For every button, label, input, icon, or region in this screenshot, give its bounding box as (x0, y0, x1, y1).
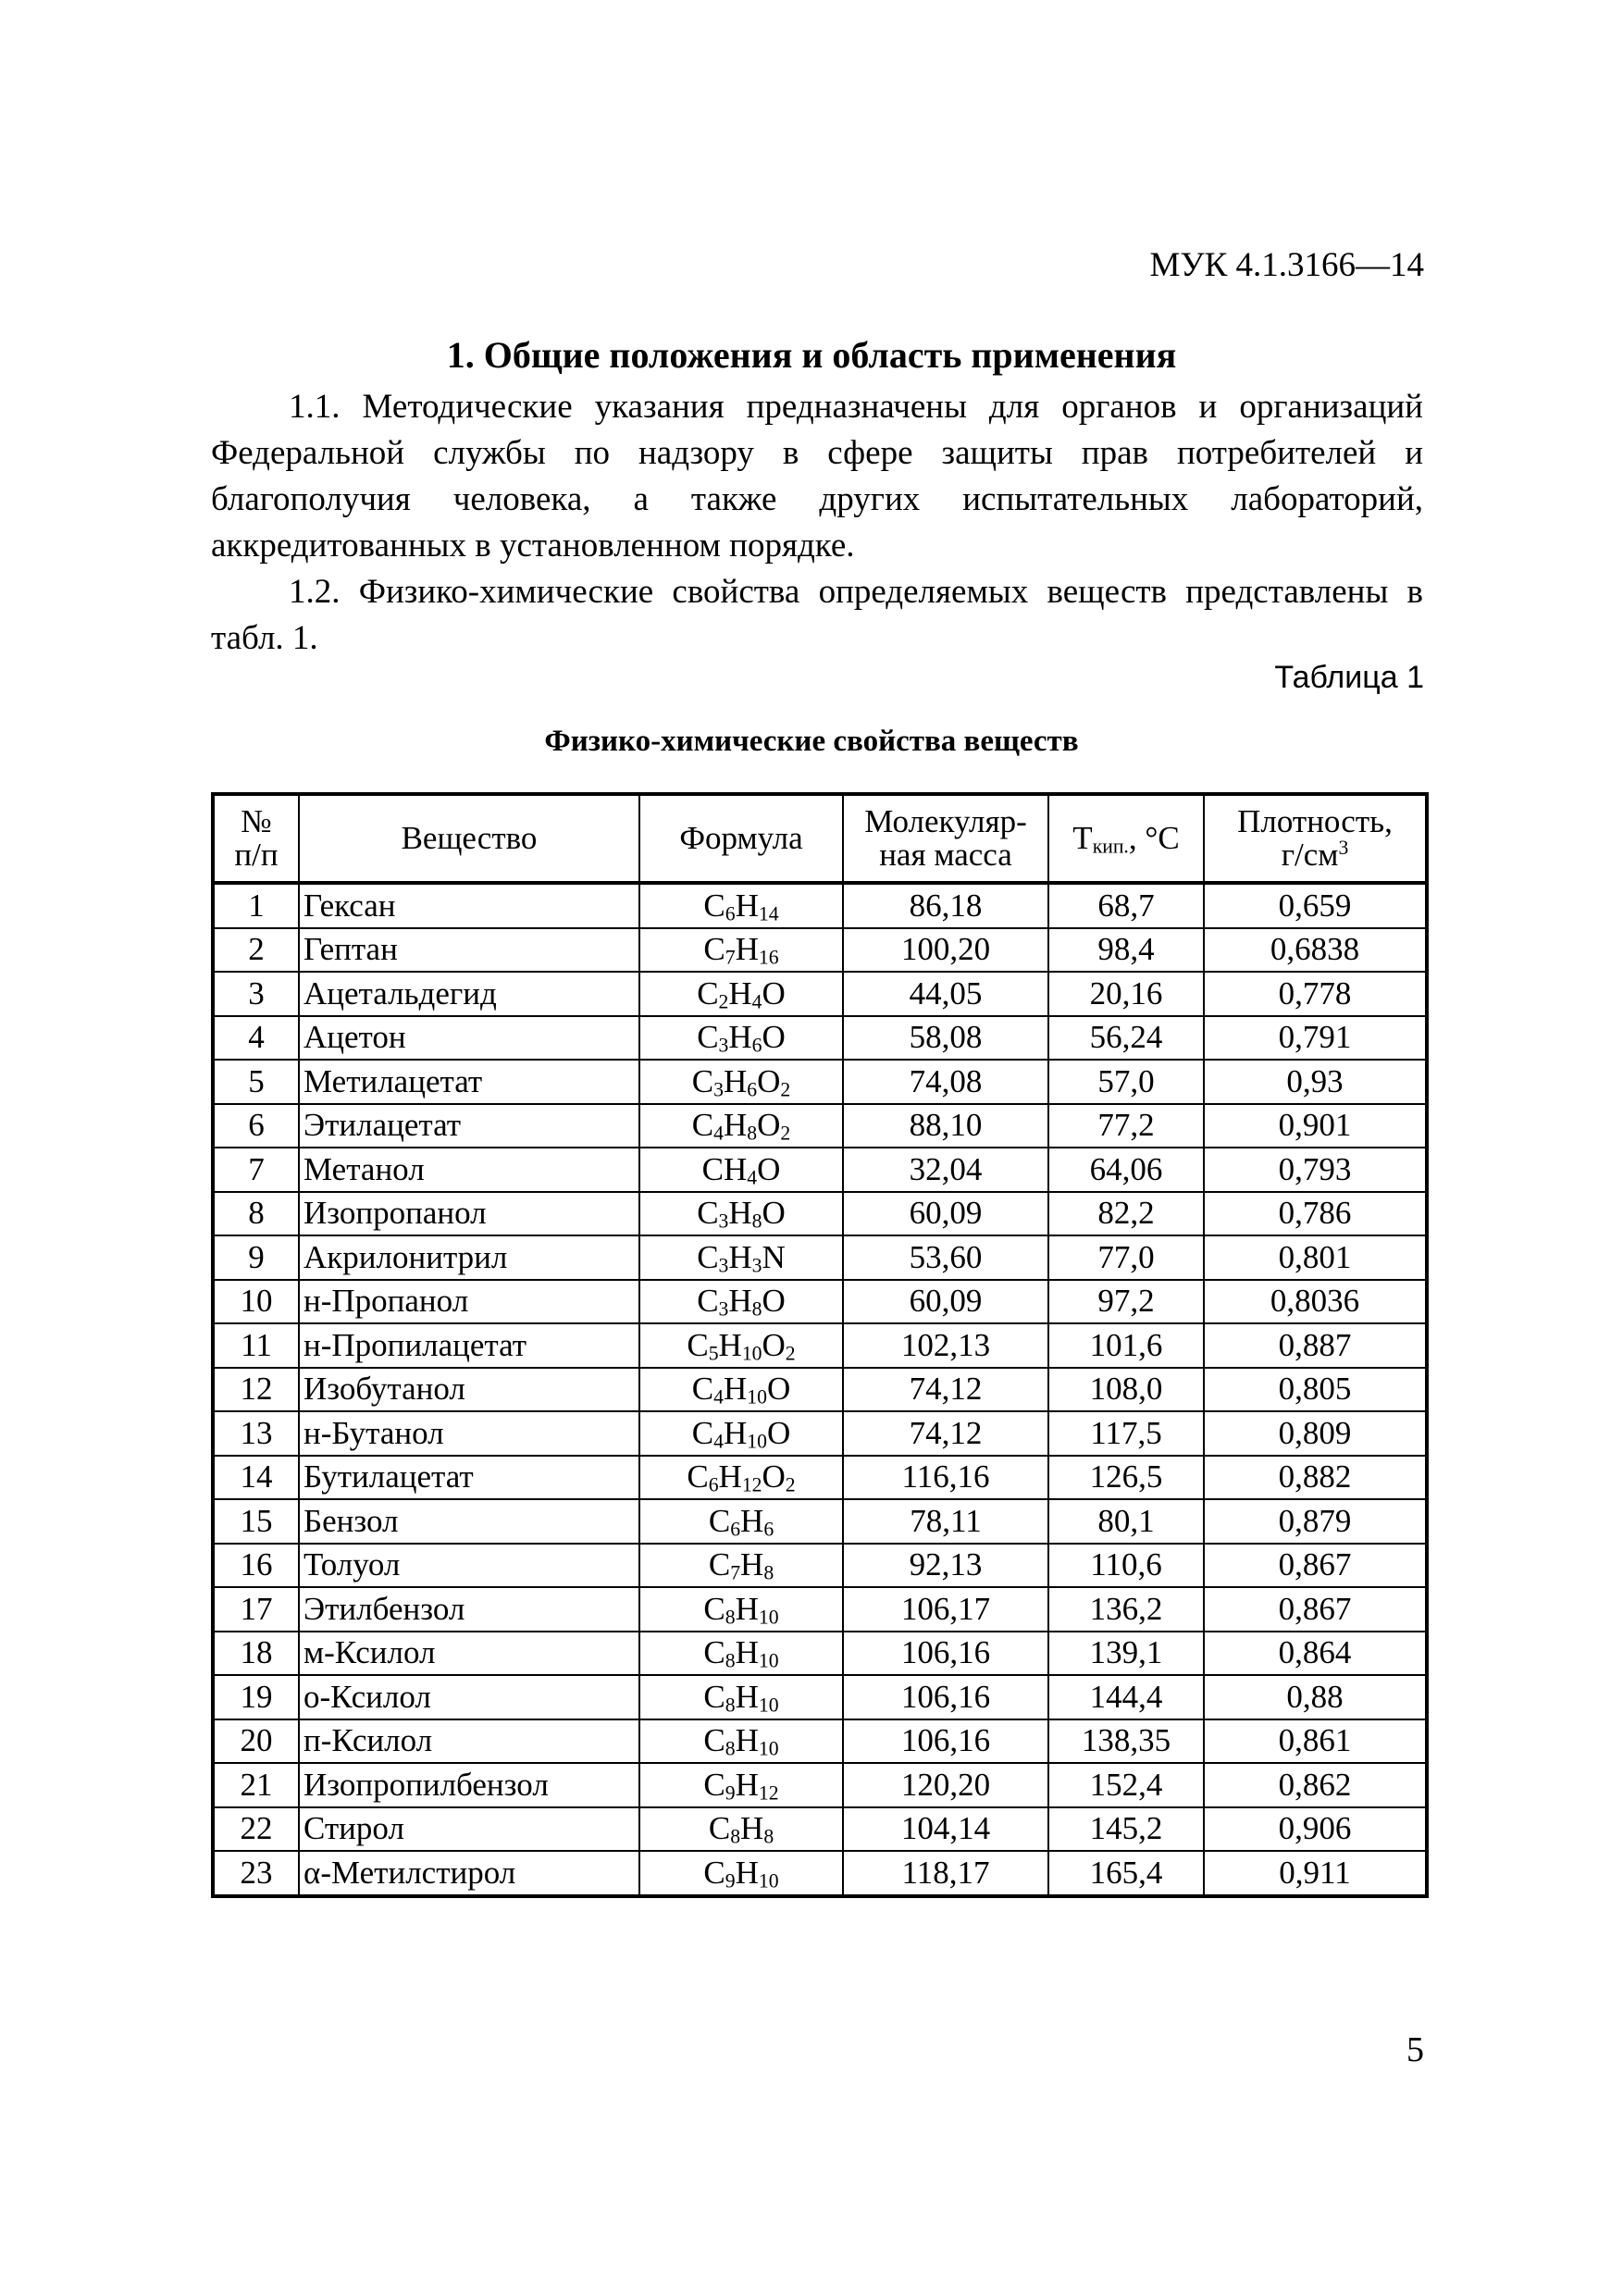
formula-subscript: 8 (751, 1297, 762, 1321)
cell-molecular-mass: 74,12 (843, 1368, 1048, 1412)
formula-element: H (723, 1107, 748, 1144)
cell-density: 0,882 (1204, 1456, 1427, 1500)
cell-number: 4 (213, 1016, 299, 1061)
formula-element: O (762, 1195, 786, 1232)
formula-subscript: 4 (713, 1122, 724, 1145)
formula-subscript: 4 (713, 1385, 724, 1409)
cell-substance: Гексан (299, 883, 639, 928)
table-body (213, 883, 1427, 1896)
formula-subscript: 8 (725, 1737, 736, 1760)
cell-boiling-point: 108,0 (1048, 1368, 1204, 1412)
cell-substance: Акрилонитрил (299, 1235, 639, 1280)
cell-density: 0,862 (1204, 1763, 1427, 1807)
formula-element: O (762, 1019, 786, 1056)
cell-formula (639, 1587, 843, 1632)
table-header-row (213, 794, 1427, 883)
formula-subscript: 3 (718, 1254, 729, 1277)
cell-formula (639, 1675, 843, 1719)
cell-formula (639, 972, 843, 1016)
cell-molecular-mass: 118,17 (843, 1851, 1048, 1896)
header-molecular-mass (843, 794, 1048, 883)
formula-element: C (687, 1326, 709, 1363)
section-title: 1. Общие положения и область применения (446, 334, 1177, 376)
cell-formula (639, 1368, 843, 1412)
formula-element: C (703, 1854, 725, 1891)
cell-molecular-mass: 104,14 (843, 1807, 1048, 1852)
formula-subscript: 9 (725, 1781, 736, 1805)
cell-molecular-mass: 116,16 (843, 1456, 1048, 1500)
table-row (213, 1499, 1427, 1544)
cell-boiling-point: 126,5 (1048, 1456, 1204, 1500)
cell-number: 6 (213, 1104, 299, 1148)
formula-element: C (703, 1590, 725, 1627)
table-row (213, 1587, 1427, 1632)
header-density-exponent: 3 (1338, 837, 1349, 860)
cell-boiling-point: 138,35 (1048, 1719, 1204, 1764)
cell-boiling-point: 57,0 (1048, 1060, 1204, 1104)
cell-boiling-point: 117,5 (1048, 1411, 1204, 1456)
cell-substance: Толуол (299, 1544, 639, 1588)
cell-boiling-point: 97,2 (1048, 1280, 1204, 1324)
formula-subscript: 3 (718, 1210, 729, 1233)
cell-number: 13 (213, 1411, 299, 1456)
formula-subscript: 10 (741, 1342, 762, 1365)
cell-molecular-mass: 74,08 (843, 1060, 1048, 1104)
cell-number: 14 (213, 1456, 299, 1500)
formula-element: H (728, 1238, 752, 1275)
formula-element: CH (701, 1150, 748, 1187)
formula-subscript: 8 (751, 1210, 762, 1233)
table-caption: Таблица 1 (1274, 660, 1424, 695)
formula-element: H (718, 1326, 742, 1363)
cell-boiling-point: 98,4 (1048, 928, 1204, 973)
formula-subscript: 12 (741, 1473, 762, 1496)
cell-number: 7 (213, 1148, 299, 1192)
formula-subscript: 4 (747, 1166, 758, 1189)
cell-substance: н-Пропилацетат (299, 1323, 639, 1368)
cell-molecular-mass: 32,04 (843, 1148, 1048, 1192)
cell-density: 0,6838 (1204, 928, 1427, 973)
formula-element: C (697, 1195, 719, 1232)
header-tboil-subscript: кип. (1092, 835, 1129, 858)
table-row (213, 1368, 1427, 1412)
formula-subscript: 8 (725, 1649, 736, 1672)
cell-number: 11 (213, 1323, 299, 1368)
formula-subscript: 2 (718, 990, 729, 1013)
formula-element: C (703, 887, 725, 924)
cell-boiling-point: 77,0 (1048, 1235, 1204, 1280)
cell-density: 0,901 (1204, 1104, 1427, 1148)
formula-element: H (740, 1502, 764, 1539)
formula-element: O (762, 1283, 786, 1320)
cell-substance: Метанол (299, 1148, 639, 1192)
cell-molecular-mass: 106,16 (843, 1632, 1048, 1676)
formula-element: C (703, 1678, 725, 1715)
cell-density: 0,88 (1204, 1675, 1427, 1719)
formula-element: O (766, 1371, 791, 1408)
cell-formula (639, 1411, 843, 1456)
cell-substance: α-Метилстирол (299, 1851, 639, 1896)
formula-element: C (708, 1810, 731, 1847)
cell-molecular-mass: 88,10 (843, 1104, 1048, 1148)
table-row (213, 928, 1427, 973)
cell-number: 23 (213, 1851, 299, 1896)
formula-element: C (691, 1062, 714, 1099)
cell-number: 3 (213, 972, 299, 1016)
cell-formula (639, 1456, 843, 1500)
formula-subscript: 10 (758, 1649, 779, 1672)
cell-molecular-mass: 92,13 (843, 1544, 1048, 1588)
formula-subscript: 12 (758, 1781, 779, 1805)
cell-boiling-point: 56,24 (1048, 1016, 1204, 1061)
cell-molecular-mass: 100,20 (843, 928, 1048, 973)
cell-formula (639, 1763, 843, 1807)
formula-subscript: 4 (751, 990, 762, 1013)
cell-molecular-mass: 106,17 (843, 1587, 1048, 1632)
cell-boiling-point: 77,2 (1048, 1104, 1204, 1148)
formula-element: H (735, 1766, 759, 1803)
cell-number: 15 (213, 1499, 299, 1544)
cell-molecular-mass: 78,11 (843, 1499, 1048, 1544)
cell-molecular-mass: 74,12 (843, 1411, 1048, 1456)
cell-number: 9 (213, 1235, 299, 1280)
cell-boiling-point: 68,7 (1048, 883, 1204, 928)
formula-subscript: 6 (751, 1034, 762, 1057)
header-number-line1: № (241, 803, 272, 839)
cell-density: 0,887 (1204, 1323, 1427, 1368)
table-row (213, 1060, 1427, 1104)
formula-subscript: 8 (725, 1606, 736, 1629)
formula-subscript: 6 (730, 1518, 741, 1541)
cell-formula (639, 1104, 843, 1148)
formula-subscript: 8 (763, 1561, 774, 1584)
header-substance: Вещество (299, 794, 639, 883)
table-row (213, 1632, 1427, 1676)
table-row (213, 1719, 1427, 1764)
formula-element: C (708, 1502, 731, 1539)
formula-element: H (735, 931, 759, 968)
header-density-line1: Плотность, (1237, 803, 1393, 839)
cell-boiling-point: 82,2 (1048, 1192, 1204, 1236)
cell-substance: н-Бутанол (299, 1411, 639, 1456)
table-title: Физико-химические свойства веществ (544, 725, 1079, 758)
formula-element: H (728, 1283, 752, 1320)
header-mass-line2: ная масса (879, 837, 1012, 873)
formula-element: C (703, 1766, 725, 1803)
properties-table (211, 792, 1429, 1898)
cell-number: 18 (213, 1632, 299, 1676)
cell-molecular-mass: 106,16 (843, 1719, 1048, 1764)
cell-number: 17 (213, 1587, 299, 1632)
cell-formula (639, 1280, 843, 1324)
formula-element: H (735, 1634, 759, 1671)
cell-number: 20 (213, 1719, 299, 1764)
formula-element: O (757, 1062, 781, 1099)
formula-element: H (735, 1722, 759, 1759)
cell-boiling-point: 144,4 (1048, 1675, 1204, 1719)
cell-substance: м-Ксилол (299, 1632, 639, 1676)
formula-element: H (735, 1590, 759, 1627)
cell-substance: Метилацетат (299, 1060, 639, 1104)
formula-subscript: 2 (780, 1078, 791, 1101)
cell-molecular-mass: 58,08 (843, 1016, 1048, 1061)
cell-density: 0,906 (1204, 1807, 1427, 1852)
formula-element: H (723, 1062, 748, 1099)
formula-subscript: 14 (758, 902, 779, 925)
table-row (213, 1807, 1427, 1852)
header-number-line2: п/п (234, 837, 279, 873)
cell-substance: Этилацетат (299, 1104, 639, 1148)
cell-substance: Этилбензол (299, 1587, 639, 1632)
cell-density: 0,867 (1204, 1544, 1427, 1588)
formula-element: O (766, 1414, 791, 1451)
formula-element: C (691, 1414, 714, 1451)
cell-number: 16 (213, 1544, 299, 1588)
page-number: 5 (1406, 2030, 1424, 2069)
formula-subscript: 10 (758, 1606, 779, 1629)
cell-substance: Ацетальдегид (299, 972, 639, 1016)
header-tboil-unit: , °C (1128, 820, 1180, 856)
paragraph-1-1-text: 1.1. Методические указания предназначены для органов и организаций Федеральной службы по надзору в сфере защиты прав потребителей и благополучия человека, а также других испытательных лабораторий, аккредитованных в установленном порядке. (211, 388, 1423, 565)
cell-boiling-point: 80,1 (1048, 1499, 1204, 1544)
cell-substance: Ацетон (299, 1016, 639, 1061)
formula-element: C (697, 1238, 719, 1275)
formula-element: C (703, 1634, 725, 1671)
paragraph-1-1 (211, 384, 1423, 569)
formula-element: C (708, 1546, 731, 1583)
header-density-unit: г/см (1281, 837, 1339, 873)
table-row (213, 1104, 1427, 1148)
formula-element: N (762, 1238, 786, 1275)
table-row (213, 1456, 1427, 1500)
cell-boiling-point: 145,2 (1048, 1807, 1204, 1852)
formula-subscript: 10 (758, 1737, 779, 1760)
formula-subscript: 2 (785, 1342, 796, 1365)
cell-boiling-point: 136,2 (1048, 1587, 1204, 1632)
formula-subscript: 8 (747, 1122, 758, 1145)
formula-subscript: 7 (725, 946, 736, 969)
cell-boiling-point: 165,4 (1048, 1851, 1204, 1896)
formula-subscript: 16 (758, 946, 779, 969)
cell-formula (639, 1016, 843, 1061)
paragraph-1-2-text: 1.2. Физико-химические свойства определяемых веществ представлены в табл. 1. (211, 573, 1423, 657)
formula-element: O (757, 1150, 781, 1187)
table-row (213, 1544, 1427, 1588)
cell-molecular-mass: 60,09 (843, 1280, 1048, 1324)
cell-density: 0,867 (1204, 1587, 1427, 1632)
formula-subscript: 6 (708, 1473, 719, 1496)
cell-number: 2 (213, 928, 299, 973)
header-boiling-point (1048, 794, 1204, 883)
formula-subscript: 3 (713, 1078, 724, 1101)
formula-element: O (762, 974, 786, 1011)
cell-density: 0,786 (1204, 1192, 1427, 1236)
formula-element: O (762, 1326, 786, 1363)
cell-substance: Изопропанол (299, 1192, 639, 1236)
cell-density: 0,801 (1204, 1235, 1427, 1280)
cell-formula (639, 1632, 843, 1676)
cell-density: 0,778 (1204, 972, 1427, 1016)
cell-number: 5 (213, 1060, 299, 1104)
cell-formula (639, 1499, 843, 1544)
cell-density: 0,659 (1204, 883, 1427, 928)
cell-molecular-mass: 44,05 (843, 972, 1048, 1016)
cell-molecular-mass: 120,20 (843, 1763, 1048, 1807)
formula-subscript: 5 (708, 1342, 719, 1365)
cell-substance: Гептан (299, 928, 639, 973)
cell-density: 0,805 (1204, 1368, 1427, 1412)
formula-element: H (728, 1019, 752, 1056)
formula-subscript: 2 (785, 1473, 796, 1496)
cell-formula (639, 1235, 843, 1280)
cell-substance: Бензол (299, 1499, 639, 1544)
cell-substance: Стирол (299, 1807, 639, 1852)
table-row (213, 972, 1427, 1016)
cell-formula (639, 1807, 843, 1852)
table-row (213, 1148, 1427, 1192)
formula-element: C (691, 1371, 714, 1408)
formula-element: H (735, 887, 759, 924)
cell-density: 0,791 (1204, 1016, 1427, 1061)
cell-formula (639, 1060, 843, 1104)
formula-subscript: 2 (780, 1122, 791, 1145)
header-mass-line1: Молекуляр- (864, 803, 1027, 839)
formula-element: C (703, 931, 725, 968)
table-row (213, 1675, 1427, 1719)
cell-density: 0,809 (1204, 1411, 1427, 1456)
cell-molecular-mass: 106,16 (843, 1675, 1048, 1719)
cell-molecular-mass: 86,18 (843, 883, 1048, 928)
formula-element: H (723, 1414, 748, 1451)
cell-substance: Бутилацетат (299, 1456, 639, 1500)
formula-element: H (723, 1371, 748, 1408)
cell-substance: о-Ксилол (299, 1675, 639, 1719)
formula-element: C (703, 1722, 725, 1759)
formula-subscript: 3 (751, 1254, 762, 1277)
formula-element: O (757, 1107, 781, 1144)
cell-number: 1 (213, 883, 299, 928)
table-row (213, 1851, 1427, 1896)
formula-element: O (762, 1458, 786, 1496)
table-row (213, 1192, 1427, 1236)
cell-number: 12 (213, 1368, 299, 1412)
paragraph-1-2 (211, 569, 1423, 662)
formula-subscript: 9 (725, 1869, 736, 1893)
header-tboil-symbol: T (1072, 820, 1093, 856)
cell-molecular-mass: 60,09 (843, 1192, 1048, 1236)
formula-element: C (697, 974, 719, 1011)
cell-substance: Изопропилбензол (299, 1763, 639, 1807)
cell-formula (639, 1148, 843, 1192)
table-row (213, 1280, 1427, 1324)
table-row (213, 1411, 1427, 1456)
cell-density: 0,861 (1204, 1719, 1427, 1764)
table-row (213, 883, 1427, 928)
formula-subscript: 10 (758, 1869, 779, 1893)
formula-subscript: 10 (758, 1694, 779, 1717)
cell-density: 0,8036 (1204, 1280, 1427, 1324)
table-row (213, 1323, 1427, 1368)
cell-boiling-point: 20,16 (1048, 972, 1204, 1016)
formula-subscript: 3 (718, 1297, 729, 1321)
formula-subscript: 4 (713, 1430, 724, 1453)
cell-boiling-point: 101,6 (1048, 1323, 1204, 1368)
cell-substance: н-Пропанол (299, 1280, 639, 1324)
formula-subscript: 8 (763, 1825, 774, 1848)
cell-number: 8 (213, 1192, 299, 1236)
document-code: МУК 4.1.3166—14 (1149, 246, 1424, 284)
cell-formula (639, 928, 843, 973)
cell-number: 19 (213, 1675, 299, 1719)
cell-formula (639, 1719, 843, 1764)
table-row (213, 1763, 1427, 1807)
formula-subscript: 6 (747, 1078, 758, 1101)
header-formula: Формула (639, 794, 843, 883)
cell-substance: п-Ксилол (299, 1719, 639, 1764)
cell-formula (639, 883, 843, 928)
formula-element: H (740, 1546, 764, 1583)
formula-element: H (740, 1810, 764, 1847)
cell-density: 0,911 (1204, 1851, 1427, 1896)
cell-boiling-point: 139,1 (1048, 1632, 1204, 1676)
cell-boiling-point: 64,06 (1048, 1148, 1204, 1192)
cell-number: 22 (213, 1807, 299, 1852)
cell-density: 0,879 (1204, 1499, 1427, 1544)
formula-element: H (735, 1854, 759, 1891)
formula-element: C (687, 1458, 709, 1496)
formula-element: H (728, 974, 752, 1011)
cell-formula (639, 1192, 843, 1236)
formula-element: C (697, 1019, 719, 1056)
formula-element: C (697, 1283, 719, 1320)
table-row (213, 1235, 1427, 1280)
cell-number: 10 (213, 1280, 299, 1324)
formula-element: H (728, 1195, 752, 1232)
formula-subscript: 10 (747, 1430, 767, 1453)
formula-subscript: 7 (730, 1561, 741, 1584)
cell-boiling-point: 110,6 (1048, 1544, 1204, 1588)
cell-density: 0,793 (1204, 1148, 1427, 1192)
formula-subscript: 6 (763, 1518, 774, 1541)
formula-subscript: 8 (725, 1694, 736, 1717)
cell-molecular-mass: 102,13 (843, 1323, 1048, 1368)
table-row (213, 1016, 1427, 1061)
formula-element: H (718, 1458, 742, 1496)
cell-formula (639, 1323, 843, 1368)
cell-number: 21 (213, 1763, 299, 1807)
cell-density: 0,864 (1204, 1632, 1427, 1676)
formula-subscript: 8 (730, 1825, 741, 1848)
formula-subscript: 3 (718, 1034, 729, 1057)
cell-density: 0,93 (1204, 1060, 1427, 1104)
header-number (213, 794, 299, 883)
formula-element: H (735, 1678, 759, 1715)
cell-boiling-point: 152,4 (1048, 1763, 1204, 1807)
formula-subscript: 6 (725, 902, 736, 925)
cell-formula (639, 1851, 843, 1896)
header-density (1204, 794, 1427, 883)
cell-molecular-mass: 53,60 (843, 1235, 1048, 1280)
cell-formula (639, 1544, 843, 1588)
cell-substance: Изобутанол (299, 1368, 639, 1412)
formula-subscript: 10 (747, 1385, 767, 1409)
formula-element: C (691, 1107, 714, 1144)
